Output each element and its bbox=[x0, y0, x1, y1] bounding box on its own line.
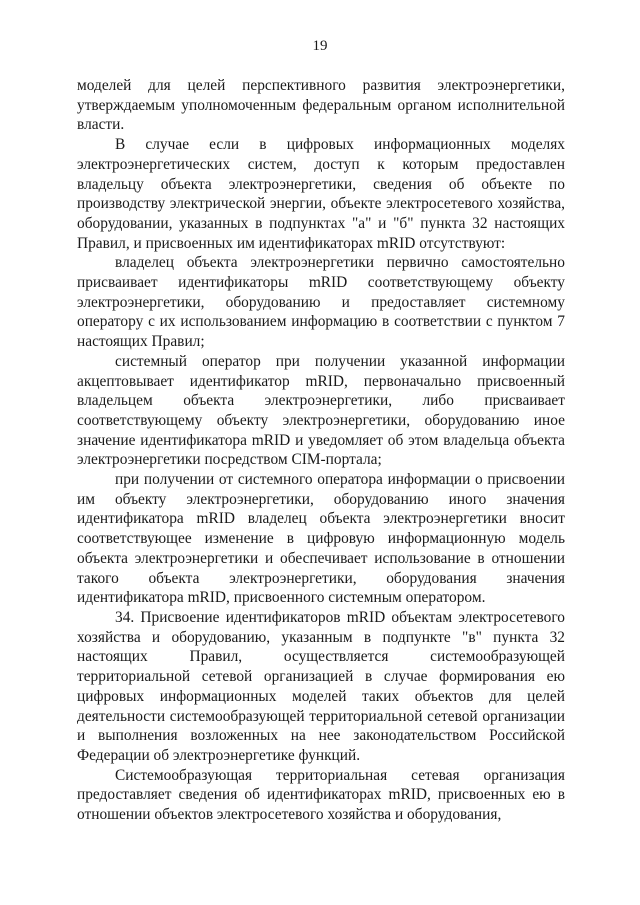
paragraph-clause-34: 34. Присвоение идентификаторов mRID объектам электросетевого хозяйства и оборудованию, указанным в подпункте "в" пункта 32 настоящих Правил, осуществляется системообразующей территориальной сетевой организацией в случае формирования ею цифровых информационных моделей таких объектов для целей деятельности системообразующей территориальной сетевой организации и выполнения возложенных на нее законодательством Российской Федерации об электроэнергетике функций. bbox=[77, 608, 565, 764]
paragraph-system-operator-accepts: системный оператор при получении указанной информации акцептовывает идентификатор mRID, первоначально присвоенный владельцем объекта электроэнергетики, либо присваивает соответствующему объекту электроэнергетики, оборудованию иное значение идентификатора mRID и уведомляет об этом владельца объекта электроэнергетики посредством CIM-портала; bbox=[77, 352, 565, 469]
paragraph-missing-identifiers: В случае если в цифровых информационных моделях электроэнергетических систем, доступ к которым предоставлен владельцу объекта электроэнергетики, сведения об объекте по производству электрической энергии, объекте электросетевого хозяйства, оборудовании, указанных в подпунктах "а" и "б" пункта 32 настоящих Правил, и присвоенных им идентификаторах mRID отсутствуют: bbox=[77, 136, 565, 252]
page-number: 19 bbox=[312, 38, 328, 54]
paragraph-grid-organization-provides: Системообразующая территориальная сетевая организация предоставляет сведения об идентификаторах mRID, присвоенных ею в отношении объектов электросетевого хозяйства и оборудования, bbox=[77, 766, 565, 824]
paragraph-owner-updates-model: при получении от системного оператора информации о присвоении им объекту электроэнергетики, оборудованию иного значения идентификатора mRID владелец объекта электроэнергетики вносит соответствующее изменение в цифровую информационную модель объекта электроэнергетики и обеспечивает использование в отношении такого объекта электроэнергетики, оборудования значения идентификатора mRID, присвоенного системным оператором. bbox=[77, 471, 565, 607]
paragraph-owner-assigns: владелец объекта электроэнергетики первично самостоятельно присваивает идентификаторы mRID соответствующему объекту электроэнергетики, оборудованию и предоставляет системному оператору с их использованием информацию в соответствии с пунктом 7 настоящих Правил; bbox=[77, 254, 565, 351]
paragraph-continuation: моделей для целей перспективного развития электроэнергетики, утверждаемым уполномоченным федеральным органом исполнительной власти. bbox=[77, 77, 565, 134]
document-body bbox=[77, 76, 565, 825]
